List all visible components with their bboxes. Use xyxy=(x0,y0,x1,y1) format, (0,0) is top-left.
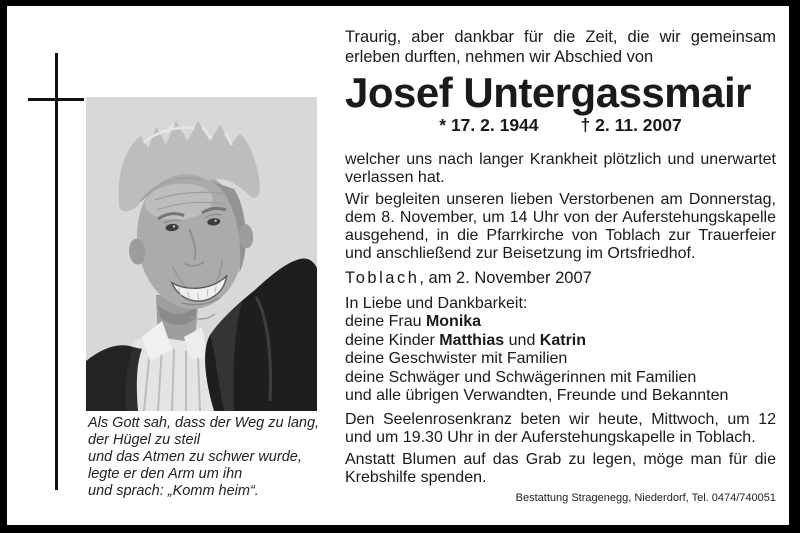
mourner-line-siblings: deine Geschwister mit Familien xyxy=(345,350,568,367)
mourners-list xyxy=(345,313,776,406)
intro-text: Traurig, aber dankbar für die Zeit, die wir gemeinsam erleben durften, nehmen wir Abschied von xyxy=(345,28,776,66)
mourner-name: Matthias xyxy=(439,331,505,349)
mourner-connector: und xyxy=(504,331,540,349)
cross-icon xyxy=(28,98,84,101)
death-date: † 2. 11. 2007 xyxy=(580,115,682,135)
verse-line: legte er den Arm um ihn xyxy=(88,466,243,482)
flowers-paragraph: Anstatt Blumen auf das Grab zu legen, möge man für die Krebshilfe spenden. xyxy=(345,450,776,486)
cross-icon xyxy=(55,53,58,490)
place-and-date xyxy=(345,269,776,287)
verse-line: der Hügel zu steil xyxy=(88,432,201,448)
mourner-name: Katrin xyxy=(539,331,587,349)
death-paragraph: welcher uns nach langer Krankheit plötzlich und unerwartet verlassen hat. xyxy=(345,151,776,186)
deceased-name: Josef Untergassmair xyxy=(345,69,752,116)
mourner-prefix: deine Kinder xyxy=(345,331,440,349)
mourner-line-children xyxy=(345,332,776,351)
mourner-name: Monika xyxy=(425,313,482,330)
mourner-line-in-laws: deine Schwäger und Schwägerinnen mit Familien xyxy=(345,368,697,386)
funeral-paragraph: Wir begleiten unseren lieben Verstorbenen am Donnerstag, dem 8. November, um 14 Uhr von der Auferstehungskapelle ausgehend, in die Pfarrkirche von Toblach zur Trauerfeier und anschließend zur Beisetzung im Ortsfriedhof. xyxy=(345,191,776,262)
portrait-illustration xyxy=(86,97,317,411)
notice-text-column xyxy=(345,6,776,505)
birth-date: * 17. 2. 1944 xyxy=(439,115,539,135)
obituary-page xyxy=(7,6,789,525)
memorial-verse xyxy=(88,415,333,500)
verse-line: und das Atmen zu schwer wurde, xyxy=(88,449,302,465)
mourner-line-wife xyxy=(345,313,776,332)
funeral-home-credit: Bestattung Stragenegg, Niederdorf, Tel. 0474/740051 xyxy=(515,491,776,504)
gratitude-line: In Liebe und Dankbarkeit: xyxy=(345,295,528,312)
place: Toblach xyxy=(345,269,420,287)
verse-line: Als Gott sah, dass der Weg zu lang, xyxy=(88,415,320,431)
rosary-paragraph: Den Seelenrosenkranz beten wir heute, Mittwoch, um 12 und um 19.30 Uhr in der Auferstehungskapelle in Toblach. xyxy=(345,410,776,446)
verse-line: und sprach: „Komm heim“. xyxy=(88,483,259,499)
date-text: , am 2. November 2007 xyxy=(419,269,592,287)
mourner-line-others: und alle übrigen Verwandten, Freunde und Bekannten xyxy=(345,387,729,404)
portrait-photo xyxy=(86,97,317,411)
mourner-prefix: deine Frau xyxy=(345,313,426,330)
life-dates xyxy=(345,116,776,134)
